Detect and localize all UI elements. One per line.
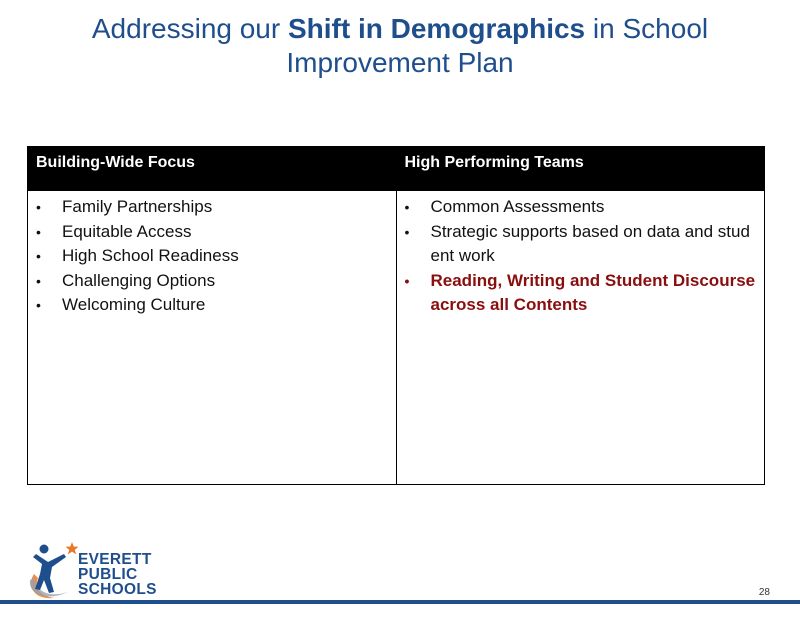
bullet-icon: •	[36, 272, 41, 289]
list-item	[34, 220, 390, 245]
list-item	[34, 269, 390, 294]
bullet-icon: •	[36, 297, 41, 313]
logo-wordmark	[78, 552, 157, 597]
bullet-icon: •	[36, 248, 41, 264]
content-row	[28, 191, 765, 485]
list-item	[34, 293, 390, 318]
bullet-icon: •	[404, 223, 410, 240]
title-prefix: Addressing our	[91, 13, 288, 44]
building-wide-focus-list	[34, 195, 390, 318]
bullet-icon: •	[404, 272, 410, 289]
list-item-text: Family Partnerships	[62, 197, 213, 216]
bullet-icon: •	[36, 223, 41, 240]
bullet-icon: •	[36, 199, 41, 215]
focus-table	[27, 146, 765, 485]
page-number: 28	[758, 587, 770, 598]
list-item	[34, 244, 390, 269]
list-item	[403, 220, 759, 269]
list-item	[34, 195, 390, 220]
list-item	[403, 195, 759, 220]
list-item-text: Common Assessments	[430, 197, 605, 216]
title-suffix: in School Improvement Plan	[286, 13, 709, 78]
list-item-text: Challenging Options	[62, 270, 216, 290]
header-row	[28, 147, 765, 191]
list-item-text: Welcoming Culture	[62, 295, 206, 314]
title-emphasis: Shift in Demographics	[287, 13, 586, 44]
logo-line-schools: SCHOOLS	[78, 581, 157, 598]
logo-line-everett: EVERETT	[78, 551, 152, 568]
building-wide-focus-cell	[28, 191, 397, 485]
list-item-highlighted	[403, 269, 759, 318]
logo-line-public: PUBLIC	[78, 566, 138, 583]
bullet-icon: •	[404, 199, 410, 215]
header-building-wide-focus: Building-Wide Focus	[28, 147, 397, 191]
high-performing-teams-list	[403, 195, 759, 318]
list-item-text: Equitable Access	[62, 221, 192, 241]
high-performing-teams-cell	[396, 191, 765, 485]
logo-figure-icon	[24, 540, 84, 602]
slide-title	[40, 12, 760, 80]
list-item-text: Reading, Writing and Student Discourse across all Contents	[430, 270, 756, 314]
footer-bar	[0, 600, 800, 604]
list-item-text: Strategic supports based on data and student work	[430, 221, 750, 265]
everett-public-schools-logo	[24, 540, 174, 602]
header-high-performing-teams: High Performing Teams	[396, 147, 765, 191]
list-item-text: High School Readiness	[62, 246, 239, 265]
